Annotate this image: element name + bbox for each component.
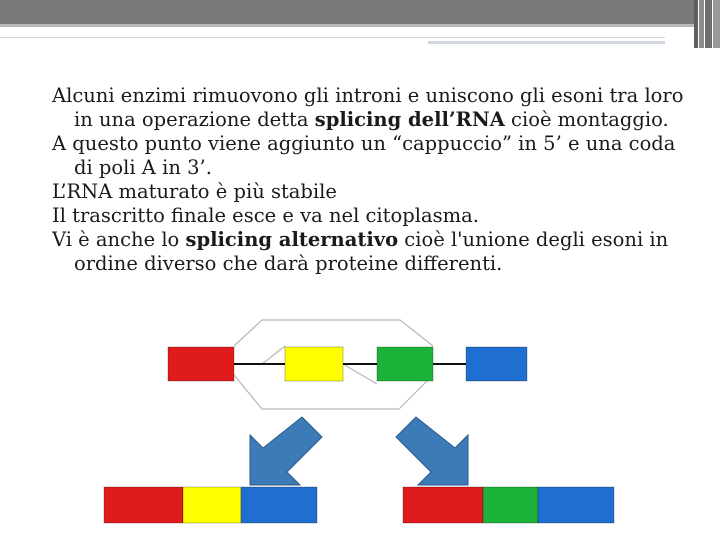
arrow-down-right-icon [396,417,468,485]
bold-term: splicing alternativo [185,228,399,251]
exon-blue [538,487,614,523]
mature-rna-variant-2 [403,487,614,523]
pre-mrna-exons [168,347,527,381]
text-run: Alcuni enzimi rimuovono gli introni e uniscono gli esoni tra loro in una operazione detta [52,84,684,131]
exon-blue [466,347,527,381]
arrow-down-left-icon [250,417,322,485]
splice-path-bottom [234,375,433,409]
exon-blue [241,487,317,523]
slide-text [52,84,692,276]
splice-path-mid-bottom [343,364,377,384]
text-run: A questo punto viene aggiunto un “cappuccio” in 5’ e una coda di poli A in 3’. [52,132,676,179]
exon-green [377,347,433,381]
text-run: L’RNA maturato è più stabile [52,180,337,203]
exon-red [104,487,183,523]
header-bar [0,0,694,24]
bold-term: splicing dell’RNA [314,108,505,131]
header-corner-stripes [694,0,720,48]
text-run: Il trascritto finale esce e va nel citoplasma. [52,204,479,227]
text-run: Vi è anche lo [52,228,186,251]
text-paragraph [52,132,692,180]
header-bar-shadow [0,24,694,27]
exon-red [168,347,234,381]
text-paragraph [52,180,692,204]
text-run: cioè l'unione degli esoni in ordine diverso che darà proteine differenti. [74,228,669,275]
text-paragraph [52,204,692,228]
exon-green [483,487,538,523]
mature-rna-variant-1 [104,487,317,523]
header-rule-accent [428,41,665,44]
text-paragraph [52,84,692,132]
splice-path-mid-top [262,346,285,364]
splice-paths [234,320,433,409]
exon-yellow [183,487,241,523]
exon-yellow [285,347,343,381]
splice-path-top [234,320,433,346]
header-rule [0,37,665,38]
exon-red [403,487,483,523]
text-run: cioè montaggio. [504,108,669,131]
text-paragraph [52,228,692,276]
